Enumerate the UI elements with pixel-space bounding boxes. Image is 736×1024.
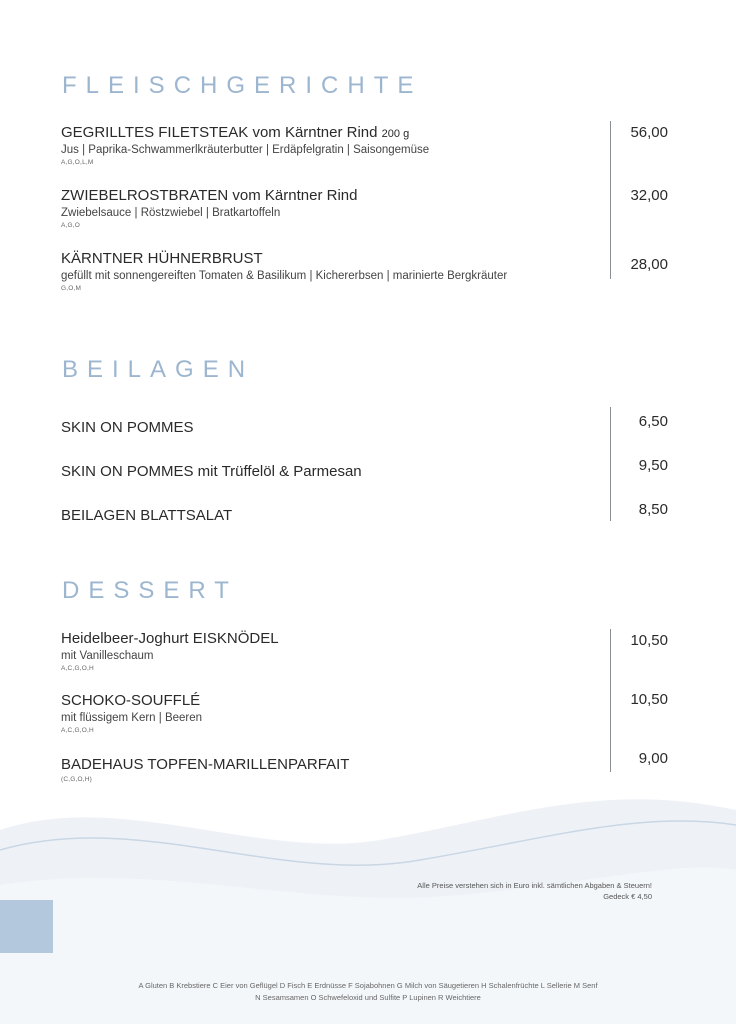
item-allergens: A,C,G,O,H (61, 727, 94, 734)
item-price: 10,50 (630, 691, 668, 708)
price-divider (610, 407, 611, 521)
price-divider (610, 629, 611, 772)
menu-item (61, 630, 601, 672)
item-name: BADEHAUS TOPFEN-MARILLENPARFAIT (61, 756, 350, 773)
item-description: mit Vanilleschaum (61, 650, 154, 662)
price-note-text: Alle Preise verstehen sich in Euro inkl. sämtlichen Abgaben & Steuern! (417, 881, 652, 890)
menu-item (61, 124, 601, 166)
section-title-fleischgerichte: FLEISCHGERICHTE (62, 72, 423, 99)
price-divider (610, 121, 611, 279)
item-description: Zwiebelsauce | Röstzwiebel | Bratkartoffeln (61, 207, 281, 219)
cover-charge: Gedeck € 4,50 (603, 892, 652, 901)
item-name: ZWIEBELROSTBRATEN vom Kärntner Rind (61, 187, 358, 204)
item-price: 56,00 (630, 124, 668, 141)
item-allergens: (C,G,O,H) (61, 776, 93, 783)
item-name: KÄRNTNER HÜHNERBRUST (61, 250, 263, 267)
item-allergens: A,G,O (61, 222, 81, 229)
item-description: Jus | Paprika-Schwammerlkräuterbutter | Erdäpfelgratin | Saisongemüse (61, 144, 430, 156)
allergen-legend-line-1: A Gluten B Krebstiere C Eier von Geflügel D Fisch E Erdnüsse F Sojabohnen G Milch von Säugetieren H Schalenfrüchte L Sellerie M Senf (138, 981, 598, 990)
item-price: 9,50 (638, 457, 668, 474)
item-description: gefüllt mit sonnengereiften Tomaten & Basilikum | Kichererbsen | marinierte Bergkräuter (61, 270, 508, 282)
menu-item (61, 187, 601, 229)
item-price: 8,50 (638, 501, 668, 518)
item-price: 10,50 (630, 632, 668, 649)
allergen-legend (0, 980, 736, 1004)
item-name: Heidelbeer-Joghurt EISKNÖDEL (61, 630, 279, 647)
allergen-legend-line-2: N Sesamsamen O Schwefeloxid und Sulfite P Lupinen R Weichtiere (255, 993, 481, 1002)
item-price: 28,00 (630, 256, 668, 273)
menu-item (61, 756, 601, 783)
item-allergens: A,C,G,O,H (61, 665, 94, 672)
item-name: GEGRILLTES FILETSTEAK vom Kärntner Rind (61, 124, 378, 141)
section-title-beilagen: BEILAGEN (62, 356, 255, 383)
menu-item (61, 250, 601, 292)
item-price: 32,00 (630, 187, 668, 204)
item-name: SKIN ON POMMES mit Trüffelöl & Parmesan (61, 463, 362, 480)
item-allergens: A,G,O,L,M (61, 159, 94, 166)
price-note (417, 880, 652, 902)
item-name: SKIN ON POMMES (61, 419, 194, 436)
item-name: BEILAGEN BLATTSALAT (61, 507, 233, 524)
item-size: 200 g (381, 128, 410, 140)
section-title-dessert: DESSERT (62, 577, 238, 604)
item-description: mit flüssigem Kern | Beeren (61, 712, 203, 724)
item-price: 6,50 (638, 413, 668, 430)
menu-item (61, 692, 601, 734)
item-price: 9,00 (638, 750, 668, 767)
item-name: SCHOKO-SOUFFLÉ (61, 692, 201, 709)
accent-square (0, 900, 53, 953)
item-allergens: G,O,M (61, 285, 82, 292)
